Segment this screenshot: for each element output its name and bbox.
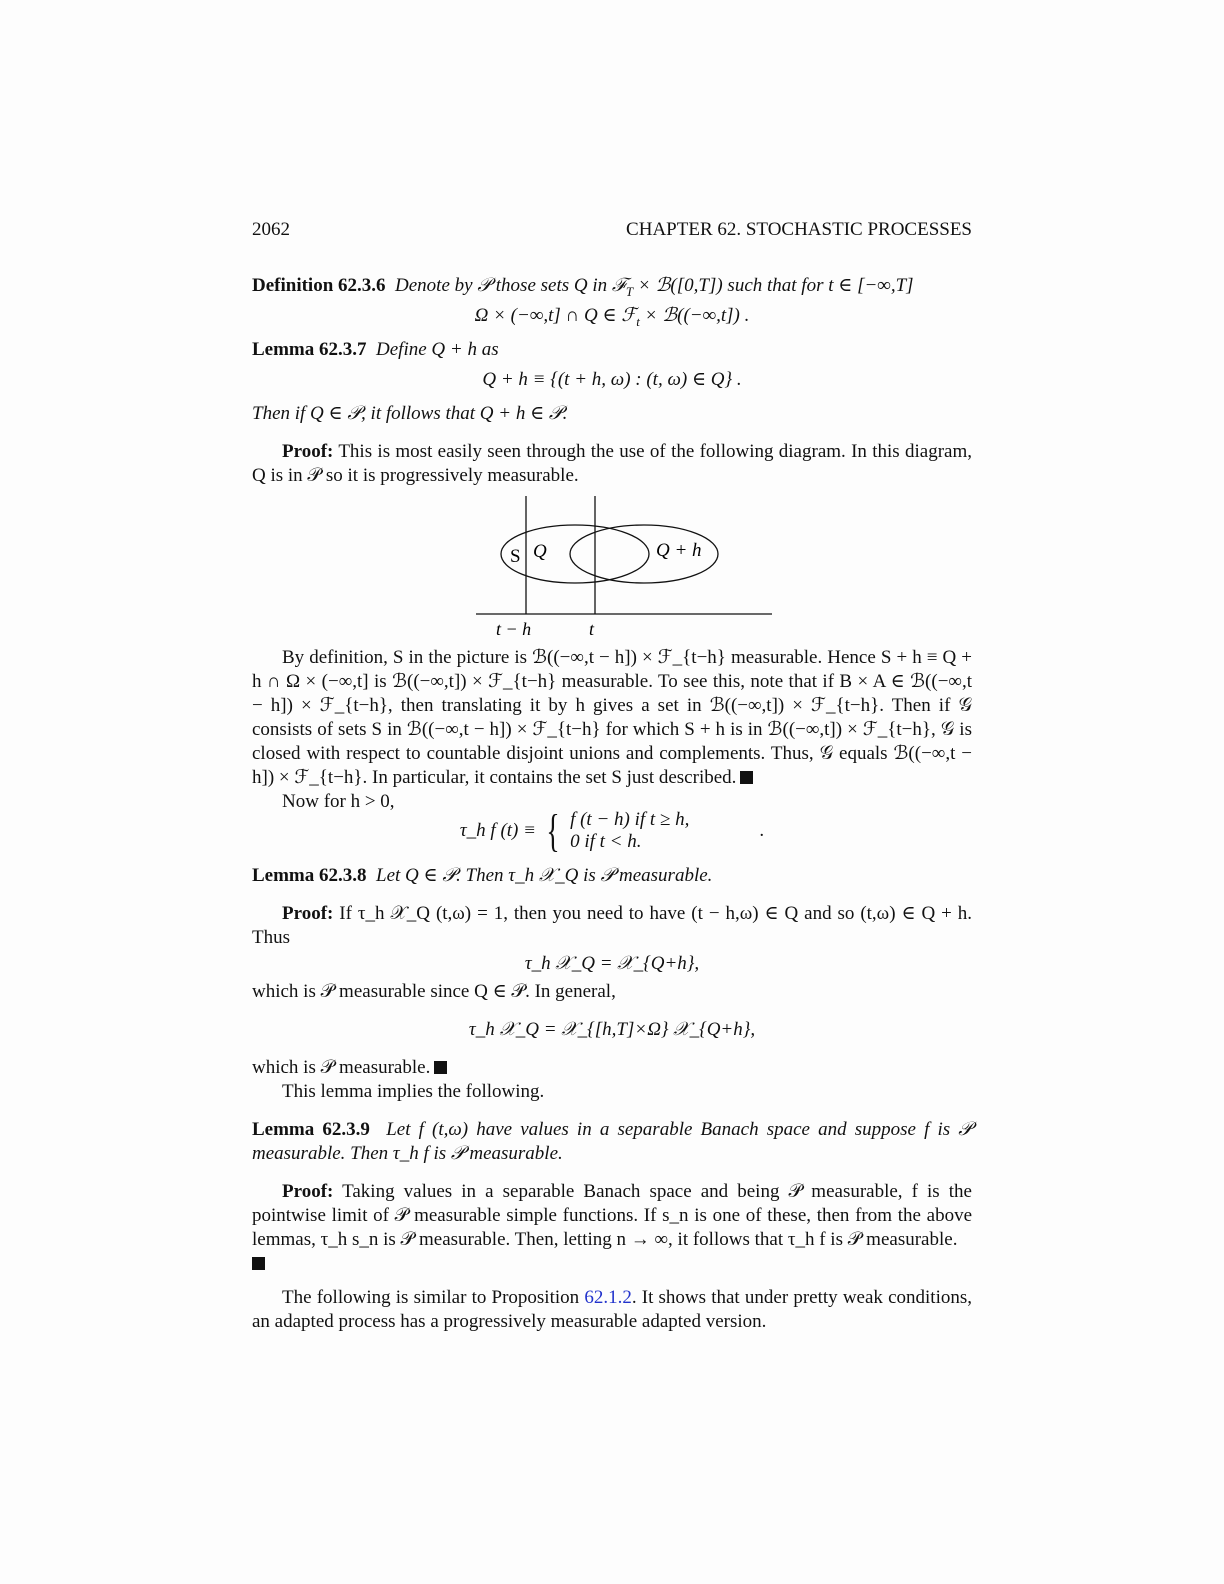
- proof-2-end-text: which is 𝒫 measurable.: [252, 1057, 431, 1078]
- now-for-h: Now for h > 0,: [282, 791, 395, 812]
- proof-text: This is most easily seen through the use of the following diagram. In this diagram, Q is in 𝒫 so it is progressively measurable.: [252, 441, 972, 486]
- proof-3: [252, 1180, 972, 1252]
- proof-label: Proof:: [282, 1181, 334, 1202]
- lemma-conclusion: Then if Q ∈ 𝒫, it follows that Q + h ∈ 𝒫.: [252, 403, 568, 424]
- definition-eq-part2: × ℬ((−∞,t]) .: [639, 305, 750, 326]
- qed-square-icon: [740, 771, 753, 784]
- lemma-62-3-7: [252, 338, 972, 362]
- definition-text: Denote by 𝒫 those sets Q in ℱ: [395, 275, 626, 296]
- lemma-equation: Q + h ≡ {(t + h, ω) : (t, ω) ∈ Q} .: [482, 369, 742, 390]
- tau-period: .: [759, 820, 765, 841]
- label-q-plus-h: Q + h: [656, 540, 702, 561]
- definition-text-2: × ℬ([0,T]) such that for t ∈ [−∞,T]: [633, 275, 914, 296]
- proof-2-equation-1: τ_h 𝒳_Q = 𝒳_{Q+h},: [524, 953, 700, 974]
- definition-62-3-6: [252, 274, 972, 298]
- qed-square-icon: [434, 1061, 447, 1074]
- proof-1: [252, 440, 972, 488]
- left-brace-icon: {: [546, 805, 560, 856]
- label-t: t: [589, 619, 595, 639]
- lemma-text: Define Q + h as: [376, 339, 499, 360]
- lemma-text: Let f (t,ω) have values in a separable Banach space and suppose f is 𝒫 measurable. Then τ_h f is 𝒫 measurable.: [252, 1119, 973, 1164]
- proof-text: Taking values in a separable Banach space and being 𝒫 measurable, f is the pointwise limit of 𝒫 measurable simple functions. If s_n is one of these, then from the above lemmas, τ_h s_n is 𝒫 measurable. Then, letting n → ∞, it follows that τ_h f is 𝒫 measurable.: [252, 1181, 972, 1250]
- page-header: [252, 218, 972, 244]
- definition-sub: T: [625, 283, 634, 299]
- lemma-label: Lemma 62.3.8: [252, 865, 367, 886]
- lemma-62-3-9: [252, 1118, 972, 1166]
- proof-2-end: [252, 1056, 972, 1080]
- venn-diagram: [252, 496, 972, 646]
- proof-text: If τ_h 𝒳_Q (t,ω) = 1, then you need to have (t − h,ω) ∈ Q and so (t,ω) ∈ Q + h. Thus: [252, 903, 972, 948]
- page-number: 2062: [252, 219, 290, 240]
- label-t-minus-h: t − h: [496, 619, 532, 639]
- lemma-implies: This lemma implies the following.: [282, 1081, 545, 1102]
- lemma-text: Let Q ∈ 𝒫. Then τ_h 𝒳_Q is 𝒫 measurable.: [376, 865, 713, 886]
- tau-case-2: 0 if t < h.: [570, 831, 642, 852]
- qed-square-icon: [252, 1257, 265, 1270]
- ellipse-q: [501, 525, 649, 583]
- paragraph-text: By definition, S in the picture is ℬ((−∞,t − h]) × ℱ_{t−h} measurable. Hence S + h ≡ Q + h ∩ Ω × (−∞,t] is ℬ((−∞,t]) × ℱ_{t−h} measurable. To see this, note that if B × A ∈ ℬ((−∞,t − h]) × ℱ_{t−h}, then translating it by h gives a set in ℬ((−∞,t]) × ℱ_{t−h}. Then if 𝒢 consists of sets S in ℬ((−∞,t − h]) × ℱ_{t−h} for which S + h is in ℬ((−∞,t]) × ℱ_{t−h}, 𝒢 is closed with respect to countable disjoint unions and complements. Thus, 𝒢 equals ℬ((−∞,t − h]) × ℱ_{t−h}. In particular, it contains the set S just described.: [252, 647, 972, 788]
- definition-eq-part1: Ω × (−∞,t] ∩ Q ∈ ℱ: [474, 305, 637, 326]
- proof-label: Proof:: [282, 441, 334, 462]
- lemma-label: Lemma 62.3.7: [252, 339, 367, 360]
- definition-eq-sub: t: [636, 313, 640, 329]
- lemma-label: Lemma 62.3.9: [252, 1119, 370, 1140]
- proof-3-qed: [252, 1252, 972, 1276]
- chapter-title: CHAPTER 62. STOCHASTIC PROCESSES: [626, 219, 972, 240]
- final-before: The following is similar to Proposition: [282, 1287, 585, 1308]
- tau-lhs: τ_h f (t) ≡: [459, 820, 536, 841]
- label-q: Q: [533, 541, 547, 562]
- proof-2-equation-2: τ_h 𝒳_Q = 𝒳_{[h,T]×Ω} 𝒳_{Q+h},: [468, 1019, 756, 1040]
- proposition-link[interactable]: 62.1.2: [584, 1287, 632, 1308]
- diagram-svg: [252, 496, 972, 646]
- paragraph-by-definition: [252, 646, 972, 790]
- proof-label: Proof:: [282, 903, 334, 924]
- proof-2-middle: which is 𝒫 measurable since Q ∈ 𝒫. In general,: [252, 981, 616, 1002]
- definition-equation: [252, 304, 972, 328]
- tau-definition: [252, 805, 972, 856]
- lemma-62-3-8: [252, 864, 972, 888]
- definition-label: Definition 62.3.6: [252, 275, 386, 296]
- label-s: S: [510, 546, 521, 567]
- page: [252, 218, 972, 1334]
- final-paragraph: [252, 1286, 972, 1334]
- proof-2: [252, 902, 972, 950]
- final-after: . It shows that under pretty weak conditions, an adapted process has a progressively measurable adapted version.: [252, 1287, 972, 1332]
- tau-case-1: f (t − h) if t ≥ h,: [570, 809, 690, 830]
